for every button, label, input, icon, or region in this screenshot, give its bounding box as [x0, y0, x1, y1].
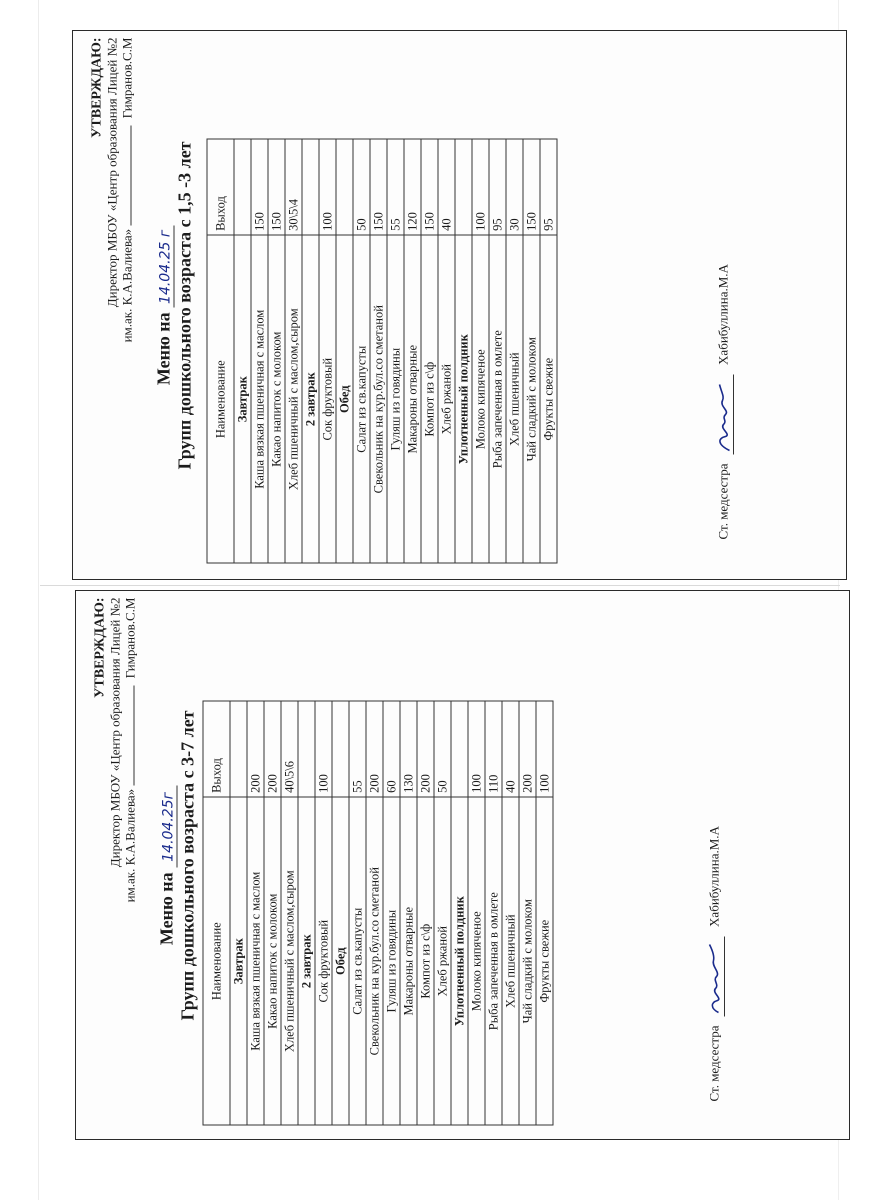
nurse-label: Ст. медсестра — [705, 1024, 721, 1101]
dish-name: Компот из с\ф — [421, 235, 438, 563]
table-row — [268, 139, 285, 563]
dish-output — [336, 139, 353, 235]
dish-output: 100 — [472, 139, 489, 235]
menu-page-toddlers — [72, 30, 847, 580]
table-row — [370, 139, 387, 563]
dish-output — [302, 139, 319, 235]
handwritten-signature-icon — [704, 936, 726, 1016]
scan-fold-line — [40, 585, 840, 586]
approval-signature-line — [122, 597, 137, 902]
table-row — [519, 701, 536, 1125]
dish-output: 110 — [485, 701, 502, 797]
menu-date-handwritten: 14.04.25 г — [157, 225, 174, 307]
table-row — [247, 701, 264, 1125]
dish-output: 120 — [404, 139, 421, 235]
dish-output: 95 — [489, 139, 506, 235]
dish-name: Чай сладкий с молоком — [519, 797, 536, 1125]
dish-output — [230, 701, 247, 797]
section-row — [298, 701, 315, 1125]
dish-output: 30\5\4 — [285, 139, 302, 235]
nurse-label: Ст. медсестра — [714, 462, 730, 539]
table-row — [489, 139, 506, 563]
dish-output: 150 — [251, 139, 268, 235]
dish-output: 100 — [468, 701, 485, 797]
table-row — [485, 701, 502, 1125]
dish-output: 150 — [370, 139, 387, 235]
dish-output: 60 — [383, 701, 400, 797]
approval-signature-blank — [133, 685, 134, 785]
dish-output: 200 — [247, 701, 264, 797]
rotated-content — [76, 591, 849, 1139]
table-row — [387, 139, 404, 563]
dish-output — [298, 701, 315, 797]
table-row — [366, 701, 383, 1125]
table-row — [468, 701, 485, 1125]
dish-name: Свекольник на кур.бул.со сметаной — [366, 797, 383, 1125]
dish-output: 150 — [421, 139, 438, 235]
dish-output: 30 — [506, 139, 523, 235]
dish-output: 200 — [264, 701, 281, 797]
meal-section-title: Обед — [336, 235, 353, 563]
table-header-row — [207, 139, 234, 563]
dish-name: Сок фруктовый — [319, 235, 336, 563]
table-row — [281, 701, 298, 1125]
meal-section-title: Уплотненный полдник — [455, 235, 472, 563]
table-row — [417, 701, 434, 1125]
approval-director-name: Гимранов.С.М — [119, 37, 134, 118]
dish-name: Рыба запеченная в омлете — [485, 797, 502, 1125]
meal-section-title: Завтрак — [234, 235, 251, 563]
section-row — [302, 139, 319, 563]
table-row — [353, 139, 370, 563]
approval-block — [89, 37, 134, 342]
table-row — [404, 139, 421, 563]
dish-output: 50 — [434, 701, 451, 797]
dish-output: 55 — [349, 701, 366, 797]
table-row — [472, 139, 489, 563]
dish-output: 100 — [536, 701, 553, 797]
table-row — [434, 701, 451, 1125]
nurse-signature-line — [713, 264, 735, 539]
table-row — [506, 139, 523, 563]
dish-output: 40 — [502, 701, 519, 797]
meal-section-title: Обед — [332, 797, 349, 1125]
dish-name: Хлеб пшеничный с маслом,сыром — [285, 235, 302, 563]
dish-output: 55 — [387, 139, 404, 235]
dish-output: 200 — [366, 701, 383, 797]
dish-name: Гуляш из говядины — [387, 235, 404, 563]
table-row — [400, 701, 417, 1125]
section-row — [332, 701, 349, 1125]
dish-output — [332, 701, 349, 797]
table-row — [264, 701, 281, 1125]
dish-name: Каша вязкая пшеничная с маслом — [247, 797, 264, 1125]
dish-output — [234, 139, 251, 235]
menu-table — [206, 138, 557, 563]
table-row — [502, 701, 519, 1125]
dish-name: Салат из св.капусты — [353, 235, 370, 563]
menu-label: Меню на — [153, 311, 173, 385]
dish-name: Фрукты свежие — [540, 235, 557, 563]
approval-heading: УТВЕРЖДАЮ: — [89, 37, 104, 138]
table-row — [523, 139, 540, 563]
section-row — [455, 139, 472, 563]
column-header-name: Наименование — [207, 235, 234, 563]
approval-block — [92, 597, 137, 902]
dish-name: Салат из св.капусты — [349, 797, 366, 1125]
table-row — [438, 139, 455, 563]
column-header-output: Выход — [207, 139, 234, 235]
dish-output: 95 — [540, 139, 557, 235]
approval-signature-line — [119, 37, 134, 342]
dish-name: Рыба запеченная в омлете — [489, 235, 506, 563]
table-row — [319, 139, 336, 563]
meal-section-title: 2 завтрак — [302, 235, 319, 563]
dish-name: Сок фруктовый — [315, 797, 332, 1125]
dish-name: Гуляш из говядины — [383, 797, 400, 1125]
approval-school-name: им.ак. К.А.Валиева» — [122, 788, 137, 902]
menu-table — [202, 700, 553, 1125]
dish-output — [451, 701, 468, 797]
dish-output: 130 — [400, 701, 417, 797]
table-row — [251, 139, 268, 563]
dish-output: 40\5\6 — [281, 701, 298, 797]
dish-name: Свекольник на кур.бул.со сметаной — [370, 235, 387, 563]
dish-output: 150 — [523, 139, 540, 235]
dish-name: Хлеб пшеничный — [502, 797, 519, 1125]
nurse-name: Хабибуллина.М.А — [714, 263, 730, 365]
section-row — [336, 139, 353, 563]
menu-label: Меню на — [156, 871, 176, 945]
menu-date-handwritten: 14.04.25г — [160, 785, 177, 867]
approval-director-name: Гимранов.С.М — [122, 597, 137, 678]
dish-name: Хлеб пшеничный с маслом,сыром — [281, 797, 298, 1125]
dish-name: Компот из с\ф — [417, 797, 434, 1125]
dish-output: 40 — [438, 139, 455, 235]
table-row — [421, 139, 438, 563]
column-header-name: Наименование — [203, 797, 230, 1125]
nurse-signature-line — [704, 826, 726, 1101]
section-row — [451, 701, 468, 1125]
dish-output: 100 — [315, 701, 332, 797]
menu-title — [156, 591, 177, 1139]
menu-title — [153, 31, 174, 579]
dish-name: Молоко кипяченое — [468, 797, 485, 1125]
column-header-output: Выход — [203, 701, 230, 797]
meal-section-title: 2 завтрак — [298, 797, 315, 1125]
dish-name: Молоко кипяченое — [472, 235, 489, 563]
group-title: Групп дошкольного возраста с 3-7 лет — [177, 709, 197, 1021]
dish-output: 200 — [519, 701, 536, 797]
dish-name: Какао напиток с молоком — [268, 235, 285, 563]
meal-section-title: Уплотненный полдник — [451, 797, 468, 1125]
table-row — [315, 701, 332, 1125]
table-row — [383, 701, 400, 1125]
dish-output — [455, 139, 472, 235]
dish-name: Макароны отварные — [400, 797, 417, 1125]
handwritten-signature-icon — [713, 374, 735, 454]
approval-director-line: Директор МБОУ «Центр образования Лицей №2 — [104, 37, 119, 307]
dish-output: 100 — [319, 139, 336, 235]
dish-name: Хлеб пшеничный — [506, 235, 523, 563]
dish-name: Чай сладкий с молоком — [523, 235, 540, 563]
table-row — [285, 139, 302, 563]
table-row — [349, 701, 366, 1125]
dish-name: Каша вязкая пшеничная с маслом — [251, 235, 268, 563]
table-row — [540, 139, 557, 563]
rotated-content — [73, 31, 846, 579]
approval-director-line: Директор МБОУ «Центр образования Лицей №2 — [107, 597, 122, 867]
scan-artifact-line — [38, 0, 39, 1200]
dish-output: 200 — [417, 701, 434, 797]
group-title: Групп дошкольного возраста с 1,5 -3 лет — [174, 140, 194, 470]
dish-output: 150 — [268, 139, 285, 235]
dish-output: 50 — [353, 139, 370, 235]
dish-name: Хлеб ржаной — [434, 797, 451, 1125]
table-row — [536, 701, 553, 1125]
approval-signature-blank — [130, 125, 131, 225]
dish-name: Фрукты свежие — [536, 797, 553, 1125]
dish-name: Хлеб ржаной — [438, 235, 455, 563]
section-row — [234, 139, 251, 563]
section-row — [230, 701, 247, 1125]
approval-school-name: им.ак. К.А.Валиева» — [119, 228, 134, 342]
meal-section-title: Завтрак — [230, 797, 247, 1125]
nurse-name: Хабибуллина.М.А — [705, 825, 721, 927]
dish-name: Макароны отварные — [404, 235, 421, 563]
dish-name: Какао напиток с молоком — [264, 797, 281, 1125]
menu-page-preschool — [75, 590, 850, 1140]
approval-heading: УТВЕРЖДАЮ: — [92, 597, 107, 698]
table-header-row — [203, 701, 230, 1125]
